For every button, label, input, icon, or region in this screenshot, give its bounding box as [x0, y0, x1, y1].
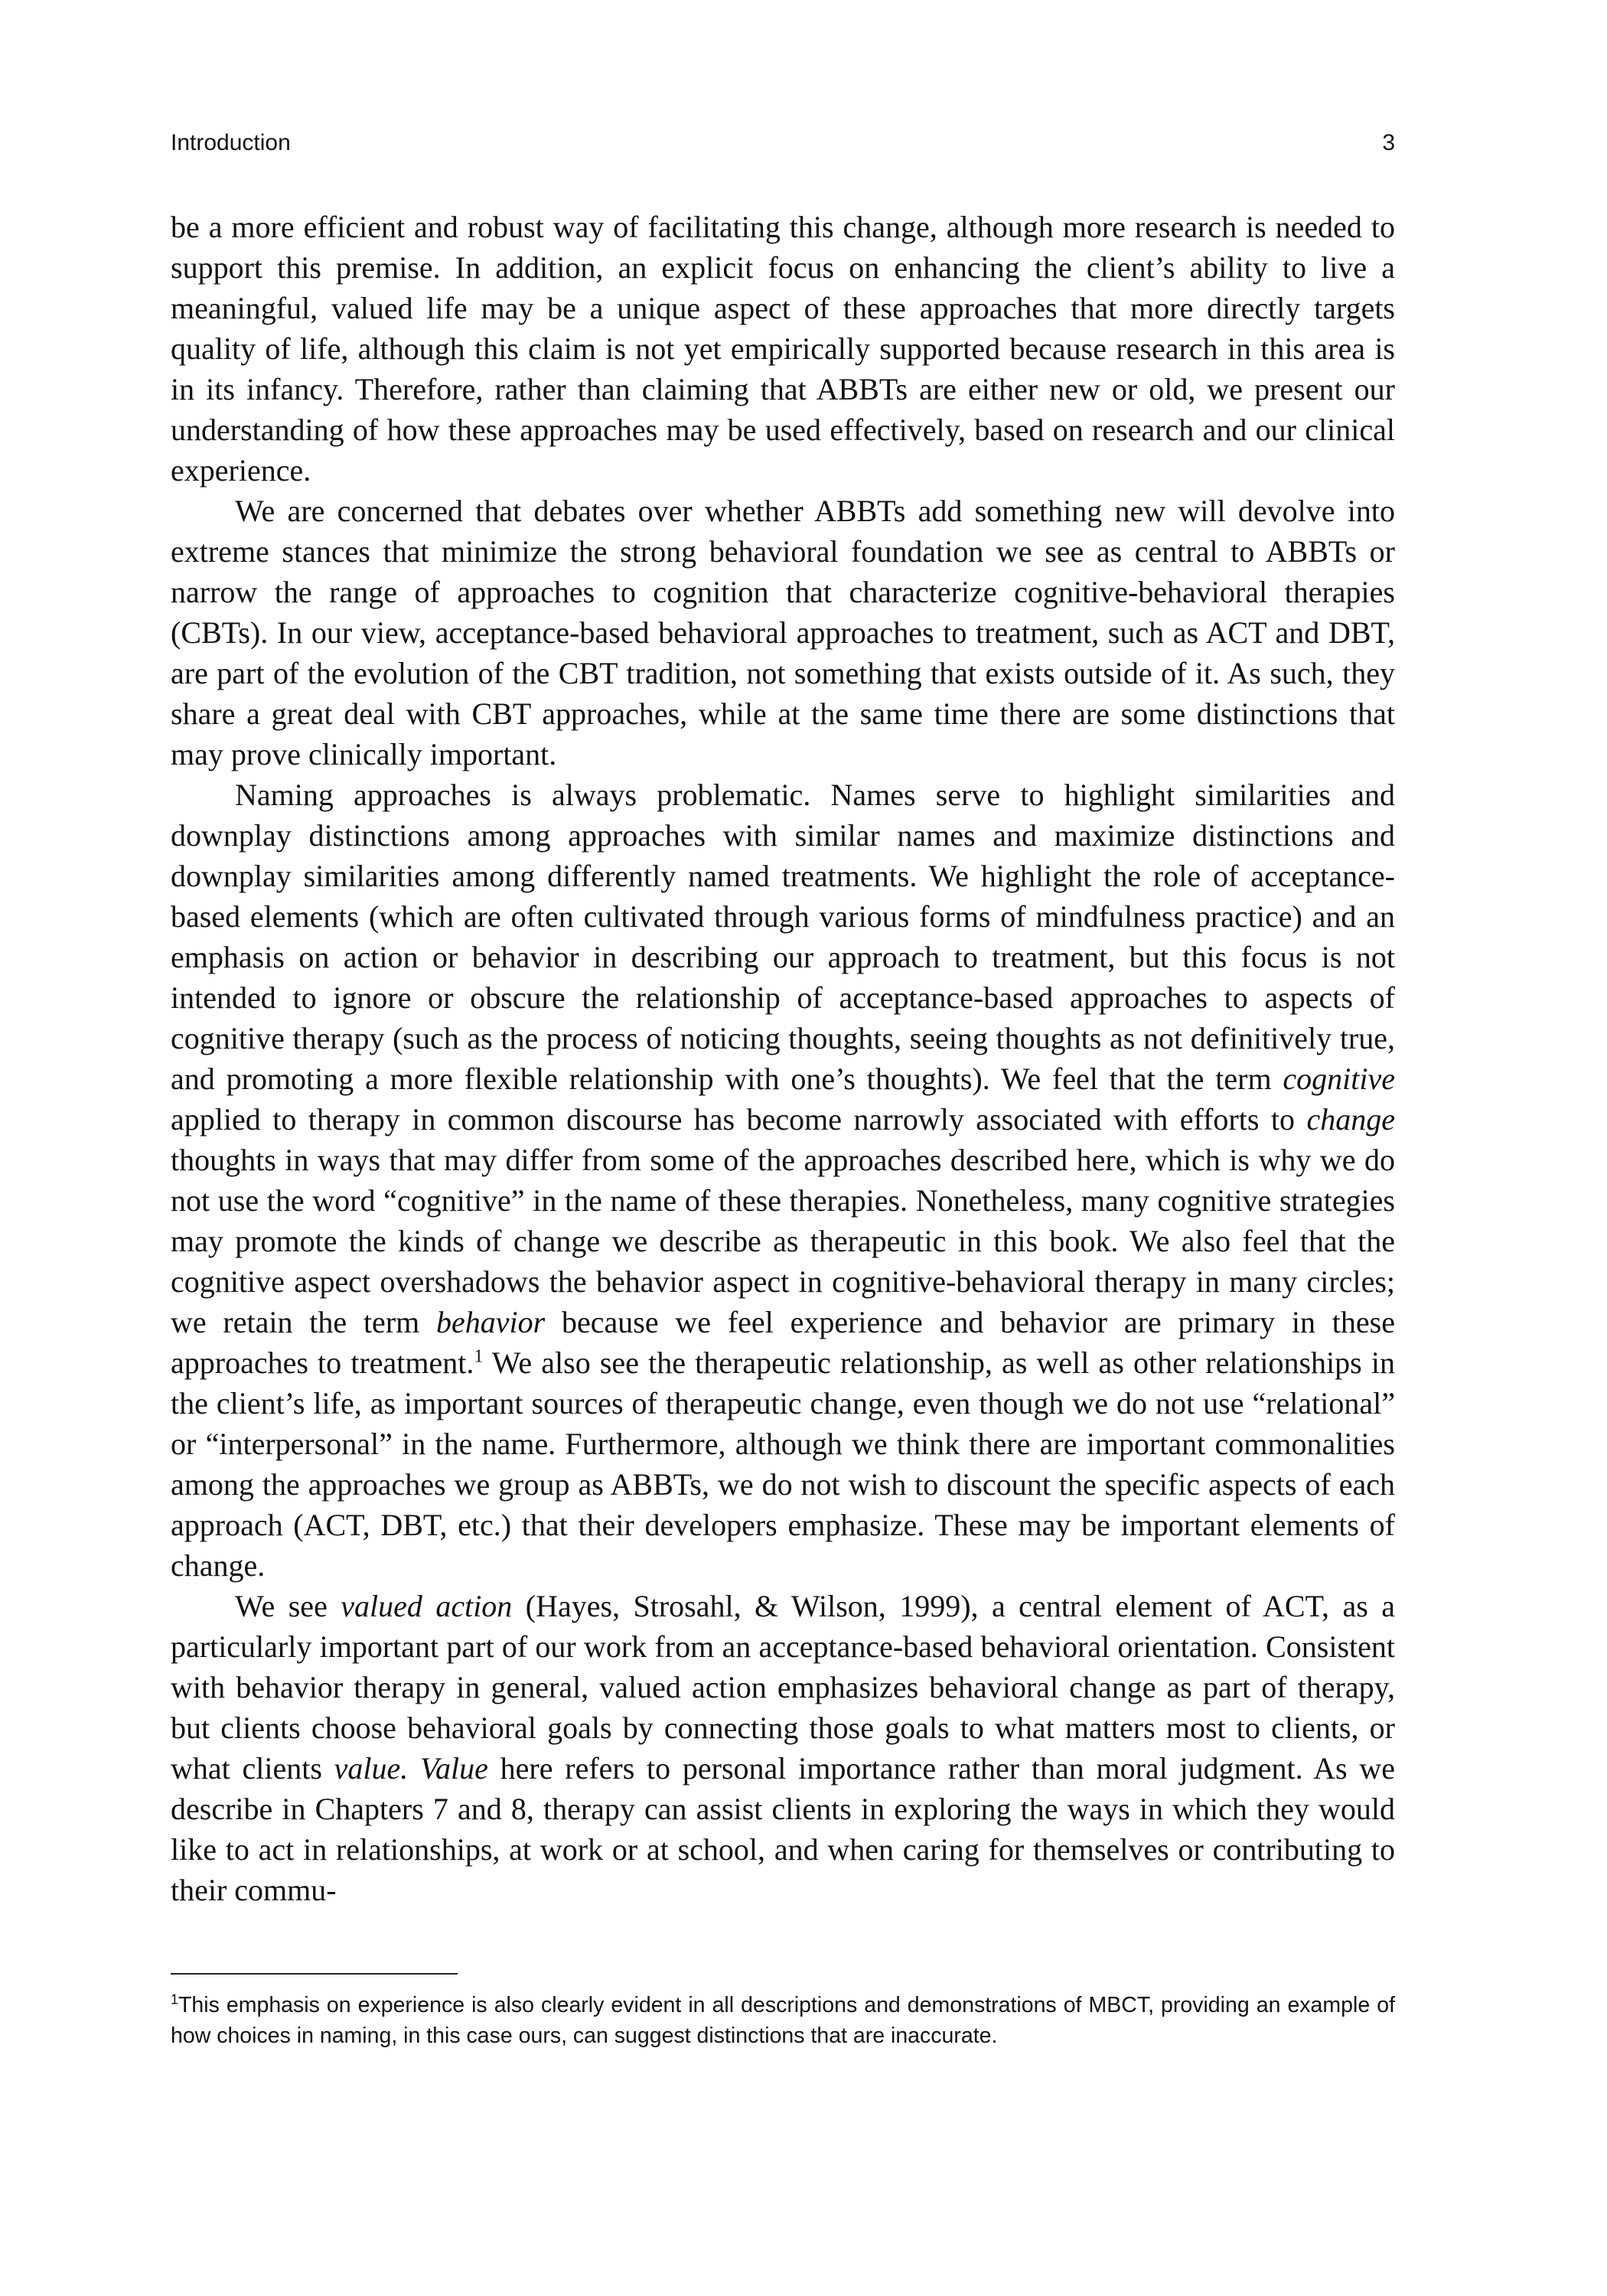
page-number: 3 [1382, 130, 1395, 155]
italic-term: cognitive [1283, 1062, 1395, 1096]
paragraph-text: We are concerned that debates over whether ABBTs add something new will devolve into extreme stances that minimize the strong behavioral foundation we see as central to ABBTs or narrow the range of approaches to cognition that characterize cognitive-behavioral therapies (CBTs). In our view, acceptance-based behavioral approaches to treatment, such as ACT and DBT, are part of the evolution of the CBT tradition, not something that exists outside of it. As such, they share a great deal with CBT approaches, while at the same time there are some distinctions that may prove clinically important. [171, 494, 1395, 771]
paragraph-text: thoughts in ways that may differ from some of the approaches described here, which is why we do not use the word “cognitive” in the name of these therapies. Nonetheless, many cognitive strategies may promote the kinds of change we describe as therapeutic in this book. We also feel that the cognitive aspect overshadows the behavior aspect in cognitive-behavioral therapy in many circles; we retain the term [171, 1143, 1395, 1339]
footnote-number: 1 [171, 1991, 179, 2007]
footnote-text: This emphasis on experience is also clearly evident in all descriptions and demonstrations of MBCT, providing an example of how choices in naming, in this case ours, can suggest distinctions that are inaccurate. [171, 1993, 1395, 2048]
paragraph [171, 1586, 1395, 1910]
italic-term: Value [420, 1751, 488, 1786]
italic-term: valued action [341, 1589, 513, 1623]
italic-term: change [1306, 1102, 1395, 1137]
running-head [171, 126, 1395, 160]
paragraph [171, 775, 1395, 1586]
footnote-marker: 1 [474, 1346, 484, 1367]
paragraph-text: because we feel experience and behavior are primary in these approaches to treatment. [171, 1305, 1395, 1380]
paragraph-text: applied to therapy in common discourse has become narrowly associated with efforts to [171, 1102, 1307, 1137]
paragraph-text [408, 1751, 420, 1786]
paragraph-text: We also see the therapeutic relationship, as well as other relationships in the client’s life, as important sources of therapeutic change, even though we do not use “relational” or “interpersonal” in the name. Furthermore, although we think there are important commonalities among the approaches we group as ABBTs, we do not wish to discount the specific aspects of each approach (ACT, DBT, etc.) that their developers emphasize. These may be important elements of change. [171, 1345, 1395, 1583]
footnote [171, 1990, 1395, 2051]
paragraph [171, 207, 1395, 491]
italic-term: value. [334, 1751, 409, 1786]
body-text [171, 207, 1395, 1910]
paragraph-text: Naming approaches is always problematic. Names serve to highlight similarities and downplay distinctions among approaches with similar names and maximize distinctions and downplay similarities among differently named treatments. We highlight the role of acceptance-based elements (which are often cultivated through various forms of mindfulness practice) and an emphasis on action or behavior in describing our approach to treatment, but this focus is not intended to ignore or obscure the relationship of acceptance-based approaches to aspects of cognitive therapy (such as the process of noticing thoughts, seeing thoughts as not definitively true, and promoting a more flexible relationship with one’s thoughts). We feel that the term [171, 778, 1395, 1096]
footnote-rule [171, 1973, 458, 1975]
running-head-section: Introduction [171, 130, 291, 155]
paragraph-text: We see [235, 1589, 341, 1623]
paragraph-text: be a more efficient and robust way of facilitating this change, although more research is needed to support this premise. In addition, an explicit focus on enhancing the client’s ability to live a meaningful, valued life may be a unique aspect of these approaches that more directly targets quality of life, although this claim is not yet empirically supported because research in this area is in its infancy. Therefore, rather than claiming that ABBTs are either new or old, we present our understanding of how these approaches may be used effectively, based on research and our clinical experience. [171, 210, 1395, 488]
paragraph-text: here refers to personal importance rather than moral judgment. As we describe in Chapters 7 and 8, therapy can assist clients in exploring the ways in which they would like to act in relationships, at work or at school, and when caring for themselves or contributing to their commu- [171, 1751, 1395, 1907]
paragraph [171, 491, 1395, 775]
italic-term: behavior [436, 1305, 546, 1339]
paragraph-text: (Hayes, Strosahl, & Wilson, 1999), a central element of ACT, as a particularly important part of our work from an acceptance-based behavioral orientation. Consistent with behavior therapy in general, valued action emphasizes behavioral change as part of therapy, but clients choose behavioral goals by connecting those goals to what matters most to clients, or what clients [171, 1589, 1395, 1786]
